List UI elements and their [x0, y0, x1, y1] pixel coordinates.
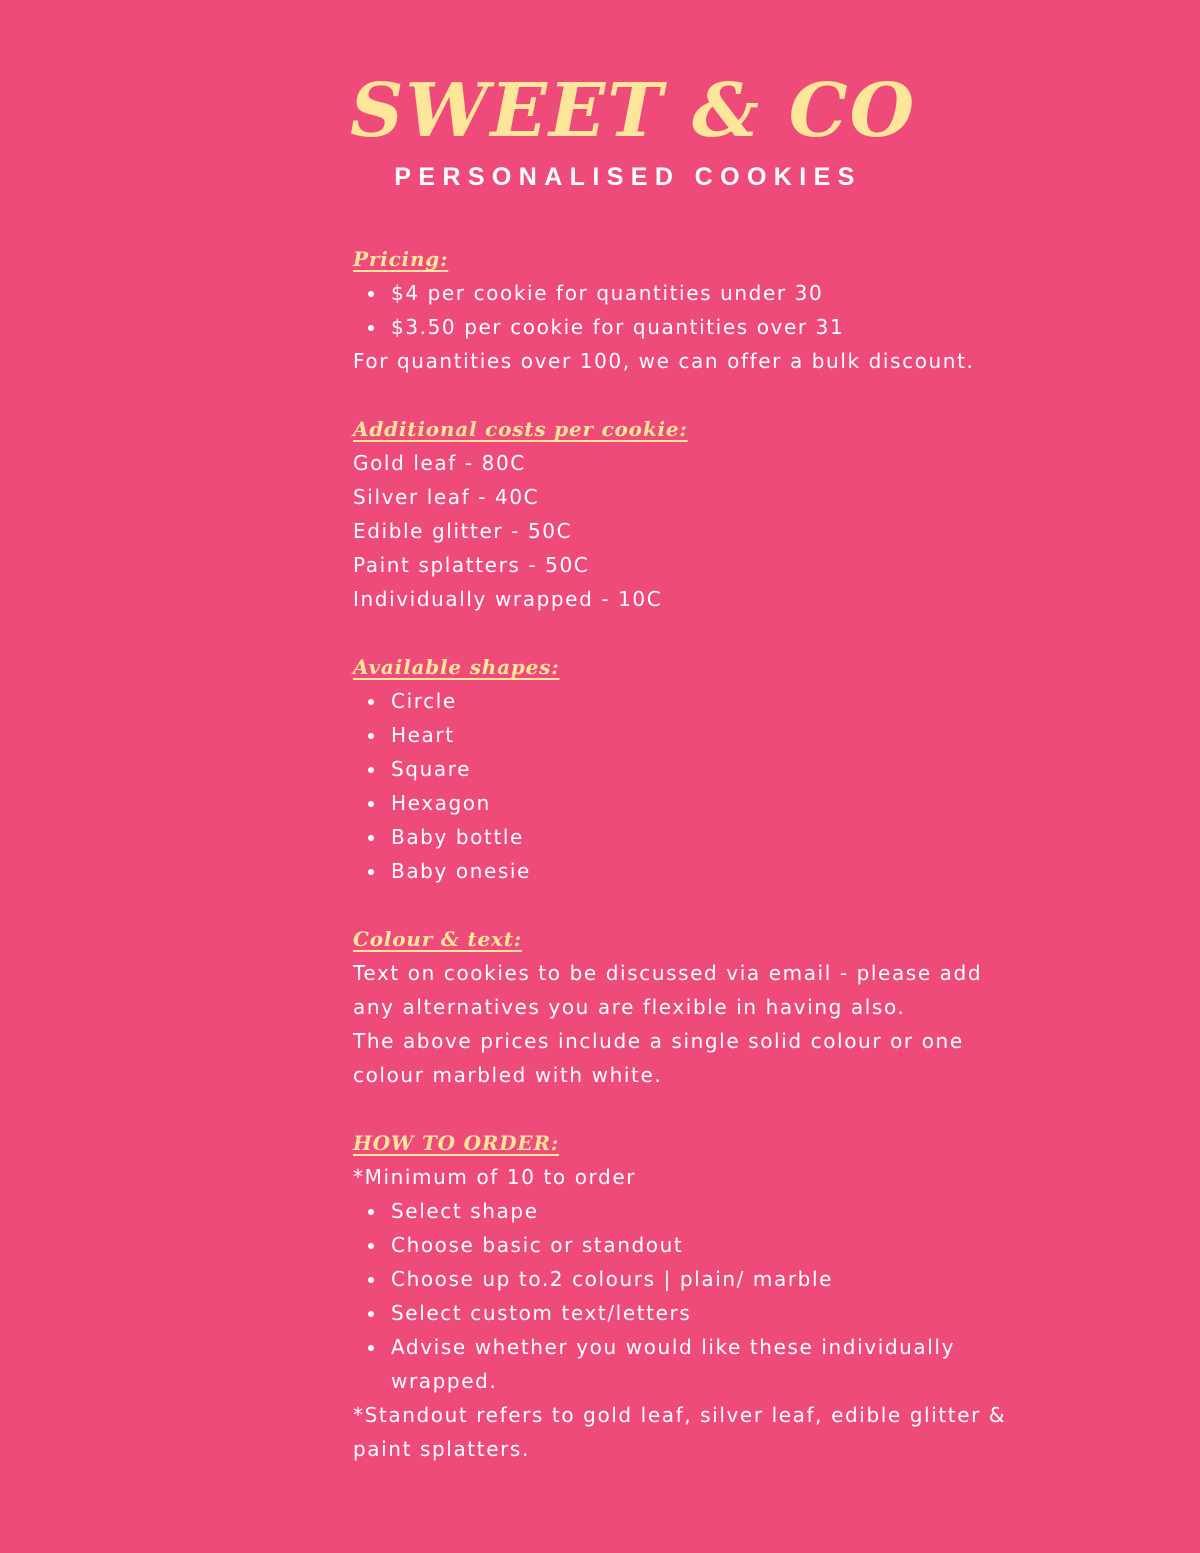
list-item: Choose basic or standout: [353, 1228, 1013, 1262]
list-item: $4 per cookie for quantities under 30: [353, 276, 1013, 310]
list-item: Square: [353, 752, 1013, 786]
list-item: Circle: [353, 684, 1013, 718]
list-item: $3.50 per cookie for quantities over 31: [353, 310, 1013, 344]
list-item: Baby onesie: [353, 854, 1013, 888]
text-line: The above prices include a single solid colour or one: [353, 1029, 964, 1053]
list-item: Choose up to.2 colours | plain/ marble: [353, 1262, 1013, 1296]
text-line: Text on cookies to be discussed via email - please add: [353, 961, 983, 985]
cost-line: Silver leaf - 40C: [353, 485, 540, 509]
cost-line: Paint splatters - 50C: [353, 553, 590, 577]
pricing-section: [353, 242, 1013, 378]
pricing-heading: Pricing:: [353, 247, 449, 271]
flyer-content: [353, 242, 1013, 1500]
shapes-list: [353, 684, 1013, 888]
brand-tagline: PERSONALISED COOKIES: [394, 163, 862, 191]
brand-title: SWEET & CO: [349, 68, 917, 154]
list-item: Select custom text/letters: [353, 1296, 1013, 1330]
cost-line: Edible glitter - 50C: [353, 519, 573, 543]
text-line: colour marbled with white.: [353, 1063, 663, 1087]
shapes-section: [353, 650, 1013, 888]
additional-costs-heading: Additional costs per cookie:: [353, 417, 688, 441]
text-line: any alternatives you are flexible in having also.: [353, 995, 906, 1019]
bulk-discount-note: For quantities over 100, we can offer a bulk discount.: [353, 349, 975, 373]
list-item: Baby bottle: [353, 820, 1013, 854]
minimum-order-note: *Minimum of 10 to order: [353, 1165, 637, 1189]
list-item: Select shape: [353, 1194, 1013, 1228]
how-to-order-heading: HOW TO ORDER:: [353, 1131, 560, 1155]
list-item: Heart: [353, 718, 1013, 752]
list-item: Hexagon: [353, 786, 1013, 820]
pricing-list: [353, 276, 1013, 344]
shapes-heading: Available shapes:: [353, 655, 560, 679]
additional-costs-section: [353, 412, 1013, 616]
colour-text-heading: Colour & text:: [353, 927, 522, 951]
how-to-order-section: [353, 1126, 1013, 1466]
order-steps-list: [353, 1194, 1013, 1398]
cost-line: Individually wrapped - 10C: [353, 587, 663, 611]
standout-footnote: *Standout refers to gold leaf, silver leaf, edible glitter & paint splatters.: [353, 1403, 1007, 1461]
cost-line: Gold leaf - 80C: [353, 451, 526, 475]
colour-text-section: [353, 922, 1013, 1092]
list-item: Advise whether you would like these individually wrapped.: [353, 1330, 1013, 1398]
